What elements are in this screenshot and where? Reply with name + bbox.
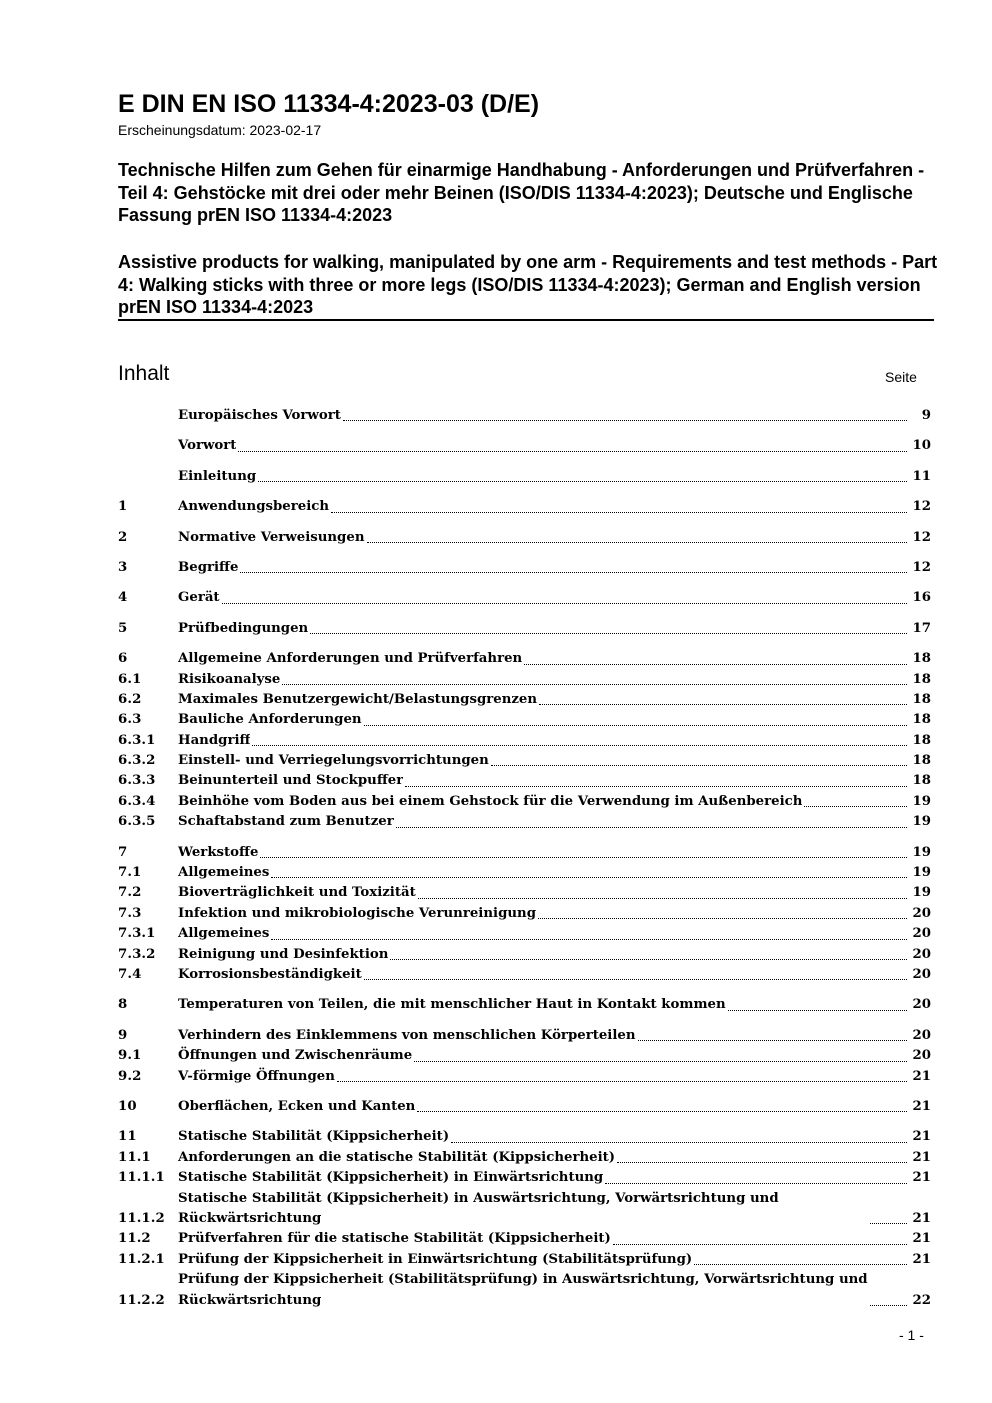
toc-entry-label: Anwendungsbereich	[178, 499, 330, 515]
toc-entry[interactable]	[118, 1067, 931, 1087]
toc-entry-label: Gerät	[178, 590, 220, 606]
toc-entry-label: Maximales Benutzergewicht/Belastungsgrenzen	[178, 691, 538, 707]
dot-leader	[804, 805, 907, 807]
toc-entry-number: 11.1	[118, 1149, 151, 1165]
toc-entry-label: Beinunterteil und Stockpuffer	[178, 773, 404, 789]
toc-entry-page: 21	[912, 1098, 931, 1114]
toc-entry-page: 20	[912, 966, 931, 982]
dot-leader	[271, 938, 907, 940]
toc-entry-page: 18	[912, 753, 931, 769]
toc-entry-number: 8	[118, 997, 128, 1013]
toc-entry-label: Beinhöhe vom Boden aus bei einem Gehstock für die Verwendung im Außenbereich	[178, 793, 803, 809]
toc-entry[interactable]	[118, 751, 931, 771]
dot-leader	[364, 978, 907, 980]
toc-entry[interactable]	[118, 406, 931, 426]
toc-entry-number: 11.1.2	[118, 1210, 165, 1226]
toc-entry-label: Oberflächen, Ecken und Kanten	[178, 1098, 416, 1114]
toc-entry-label: Werkstoffe	[178, 844, 259, 860]
toc-entry-label: Einstell- und Verriegelungsvorrichtungen	[178, 753, 489, 769]
dot-leader	[258, 480, 907, 482]
toc-entry-number: 6.2	[118, 691, 142, 707]
toc-entry-page: 21	[912, 1068, 931, 1084]
dot-leader	[367, 541, 908, 543]
dot-leader	[870, 1304, 907, 1306]
toc-entry-number: 6.3.5	[118, 814, 156, 830]
toc-entry[interactable]	[118, 965, 931, 985]
toc-entry-number: 6.3.4	[118, 793, 156, 809]
toc-entry[interactable]	[118, 945, 931, 965]
dot-leader	[491, 764, 907, 766]
toc-entry[interactable]	[118, 670, 931, 690]
dot-leader	[260, 856, 907, 858]
toc-entry-page: 20	[912, 1027, 931, 1043]
toc-entry[interactable]	[118, 619, 931, 639]
toc-entry-number: 6.3.2	[118, 753, 156, 769]
title-english: Assistive products for walking, manipulated by one arm - Requirements and test methods - Part 4: Walking sticks with three or more legs (ISO/DIS 11334-4:2023); German and English version prEN ISO 11334-4:2023	[118, 252, 938, 317]
toc-entry[interactable]	[118, 883, 931, 903]
toc-entry-label: Normative Verweisungen	[178, 529, 365, 545]
toc-entry-number: 6.3	[118, 712, 142, 728]
toc-entry-page: 12	[912, 559, 931, 575]
dot-leader	[617, 1161, 907, 1163]
dot-leader	[418, 897, 907, 899]
toc-entry-label: Bauliche Anforderungen	[178, 712, 362, 728]
dot-leader	[364, 724, 907, 726]
toc-entry-number: 7.1	[118, 865, 142, 881]
toc-entry-page: 11	[912, 468, 931, 484]
toc-entry-label: Risikoanalyse	[178, 671, 281, 687]
toc-entry[interactable]	[118, 528, 931, 548]
header-divider	[118, 319, 934, 321]
toc-entry[interactable]	[118, 792, 931, 812]
dot-leader	[451, 1141, 907, 1143]
dot-leader	[390, 958, 907, 960]
toc-entry-label: Anforderungen an die statische Stabilität (Kippsicherheit)	[178, 1149, 616, 1165]
toc-entry-number: 6.1	[118, 671, 142, 687]
dot-leader	[271, 876, 907, 878]
toc-entry-label: Schaftabstand zum Benutzer	[178, 814, 394, 830]
toc-entry-label: Statische Stabilität (Kippsicherheit) in Einwärtsrichtung	[178, 1170, 604, 1186]
toc-entry-number: 11.2.2	[118, 1292, 165, 1308]
toc-entry[interactable]	[118, 690, 931, 710]
dot-leader	[405, 785, 907, 787]
toc-entry-label: Temperaturen von Teilen, die mit menschlicher Haut in Kontakt kommen	[178, 997, 726, 1013]
toc-entry-number: 11.2.1	[118, 1251, 165, 1267]
toc-entry[interactable]	[118, 924, 931, 944]
document-id: E DIN EN ISO 11334-4:2023-03 (D/E)	[118, 90, 540, 118]
toc-entry-page: 20	[912, 946, 931, 962]
dot-leader	[638, 1039, 907, 1041]
toc-entry-label: Prüfverfahren für die statische Stabilität (Kippsicherheit)	[178, 1231, 611, 1247]
toc-heading: Inhalt	[118, 362, 170, 385]
toc-entry-page: 21	[912, 1251, 931, 1267]
toc-entry[interactable]	[118, 812, 931, 832]
toc-entry-page: 20	[912, 1048, 931, 1064]
toc-entry-label: Vorwort	[178, 438, 237, 454]
toc-entry[interactable]	[118, 1229, 931, 1249]
toc-entry[interactable]	[118, 863, 931, 883]
dot-leader	[728, 1009, 907, 1011]
publication-date: Erscheinungsdatum: 2023-02-17	[118, 122, 322, 138]
toc-entry-page: 22	[912, 1292, 931, 1308]
toc-entry-page: 20	[912, 997, 931, 1013]
toc-entry-page: 19	[912, 865, 931, 881]
toc-entry[interactable]	[118, 1270, 931, 1311]
toc-entry-number: 5	[118, 620, 128, 636]
toc-entry-label: Prüfung der Kippsicherheit in Einwärtsrichtung (Stabilitätsprüfung)	[178, 1251, 693, 1267]
toc-entry[interactable]	[118, 497, 931, 517]
toc-entry[interactable]	[118, 1127, 931, 1147]
dot-leader	[870, 1222, 907, 1224]
toc-entry[interactable]	[118, 467, 931, 487]
toc-entry-label: Begriffe	[178, 559, 239, 575]
toc-entry-number: 9.1	[118, 1048, 142, 1064]
dot-leader	[310, 632, 907, 634]
dot-leader	[417, 1110, 907, 1112]
toc-entry-label: Allgemeine Anforderungen und Prüfverfahren	[178, 651, 523, 667]
toc-entry-number: 4	[118, 590, 128, 606]
toc-entry-label: Handgriff	[178, 732, 251, 748]
toc-entry-page: 12	[912, 529, 931, 545]
toc-entry[interactable]	[118, 1168, 931, 1188]
toc-entry-number: 7.3.1	[118, 926, 156, 942]
dot-leader	[222, 602, 907, 604]
dot-leader	[694, 1263, 907, 1265]
toc-entry-page: 21	[912, 1149, 931, 1165]
toc-entry-number: 7.2	[118, 885, 142, 901]
toc-entry-number: 2	[118, 529, 128, 545]
toc-entry[interactable]	[118, 904, 931, 924]
toc-entry[interactable]	[118, 731, 931, 751]
toc-entry-label: Korrosionsbeständigkeit	[178, 966, 362, 982]
toc-entry-label: Statische Stabilität (Kippsicherheit)	[178, 1129, 450, 1145]
toc-entry[interactable]	[118, 1097, 931, 1117]
dot-leader	[414, 1060, 907, 1062]
toc-entry-label: Infektion und mikrobiologische Verunreinigung	[178, 905, 536, 921]
toc-entry-page: 10	[912, 438, 931, 454]
toc-entry-number: 3	[118, 559, 128, 575]
title-german: Technische Hilfen zum Gehen für einarmige Handhabung - Anforderungen und Prüfverfahren - Teil 4: Gehstöcke mit drei oder mehr Beinen (ISO/DIS 11334-4:2023); Deutsche und Englische Fassung prEN ISO 11334-4:2023	[118, 160, 925, 225]
toc-entry-label: Statische Stabilität (Kippsicherheit) in Auswärtsrichtung, Vorwärtsrichtung und Rückwärtsrichtung	[178, 1190, 779, 1226]
toc-entry-number: 1	[118, 499, 128, 515]
toc-entry-label: Europäisches Vorwort	[178, 407, 341, 423]
dot-leader	[524, 663, 907, 665]
toc-entry-page: 21	[912, 1170, 931, 1186]
toc-entry-page: 20	[912, 905, 931, 921]
toc-entry-page: 19	[912, 814, 931, 830]
dot-leader	[539, 703, 907, 705]
toc-entry-page: 21	[912, 1129, 931, 1145]
dot-leader	[240, 571, 907, 573]
toc-entry-page: 12	[912, 499, 931, 515]
toc-entry-page: 21	[912, 1231, 931, 1247]
toc-entry[interactable]	[118, 436, 931, 456]
toc-entry[interactable]	[118, 771, 931, 791]
toc-page-column-label: Seite	[885, 369, 917, 385]
toc-entry-number: 11.2	[118, 1231, 151, 1247]
dot-leader	[605, 1182, 907, 1184]
toc-entry-label: Bioverträglichkeit und Toxizität	[178, 885, 416, 901]
toc-entry-page: 18	[912, 691, 931, 707]
toc-entry-number: 6	[118, 651, 128, 667]
toc-entry-page: 19	[912, 793, 931, 809]
toc-entry-number: 10	[118, 1098, 137, 1114]
toc-entry-label: V-förmige Öffnungen	[178, 1068, 335, 1084]
toc-entry-number: 9.2	[118, 1068, 142, 1084]
toc-entry[interactable]	[118, 1250, 931, 1270]
toc-entry-page: 16	[912, 590, 931, 606]
toc-entry-page: 18	[912, 651, 931, 667]
toc-entry-page: 18	[912, 712, 931, 728]
toc-entry-number: 11.1.1	[118, 1170, 165, 1186]
toc-entry-page: 9	[921, 407, 931, 423]
toc-entry-page: 19	[912, 844, 931, 860]
toc-entry-number: 6.3.3	[118, 773, 156, 789]
toc-entry-page: 19	[912, 885, 931, 901]
toc-entry[interactable]	[118, 1026, 931, 1046]
dot-leader	[337, 1080, 907, 1082]
toc-entry[interactable]	[118, 558, 931, 578]
toc-entry-page: 21	[912, 1210, 931, 1226]
toc-entry-label: Allgemeines	[178, 865, 270, 881]
toc-entry[interactable]	[118, 588, 931, 608]
toc-entry-page: 20	[912, 926, 931, 942]
dot-leader	[282, 683, 907, 685]
toc-entry-label: Prüfbedingungen	[178, 620, 309, 636]
toc-entry[interactable]	[118, 843, 931, 863]
dot-leader	[238, 450, 907, 452]
toc-entry[interactable]	[118, 995, 931, 1015]
toc-entry[interactable]	[118, 1046, 931, 1066]
dot-leader	[396, 826, 907, 828]
toc-entry-page: 18	[912, 773, 931, 789]
toc-entry[interactable]	[118, 649, 931, 669]
toc-entry-label: Allgemeines	[178, 926, 270, 942]
dot-leader	[343, 419, 907, 421]
toc-entry-number: 7.3.2	[118, 946, 156, 962]
page-number: - 1 -	[899, 1327, 924, 1343]
toc-entry-number: 7.3	[118, 905, 142, 921]
toc-entry-number: 7	[118, 844, 128, 860]
toc-entry-number: 7.4	[118, 966, 142, 982]
toc-entry-label: Reinigung und Desinfektion	[178, 946, 389, 962]
toc-entry-page: 18	[912, 732, 931, 748]
table-of-contents	[118, 406, 931, 1311]
toc-entry-number: 11	[118, 1129, 137, 1145]
dot-leader	[613, 1243, 907, 1245]
toc-entry-label: Prüfung der Kippsicherheit (Stabilitätsprüfung) in Auswärtsrichtung, Vorwärtsrichtung und Rückwärtsrichtung	[178, 1272, 868, 1308]
toc-entry[interactable]	[118, 1189, 931, 1230]
dot-leader	[331, 511, 907, 513]
toc-entry-page: 18	[912, 671, 931, 687]
toc-entry-number: 9	[118, 1027, 128, 1043]
toc-entry-label: Einleitung	[178, 468, 257, 484]
dot-leader	[538, 917, 907, 919]
toc-entry-number: 6.3.1	[118, 732, 156, 748]
toc-entry[interactable]	[118, 1148, 931, 1168]
toc-entry[interactable]	[118, 710, 931, 730]
toc-entry-page: 17	[912, 620, 931, 636]
dot-leader	[252, 744, 907, 746]
toc-entry-label: Verhindern des Einklemmens von menschlichen Körperteilen	[178, 1027, 636, 1043]
toc-entry-label: Öffnungen und Zwischenräume	[178, 1048, 413, 1064]
